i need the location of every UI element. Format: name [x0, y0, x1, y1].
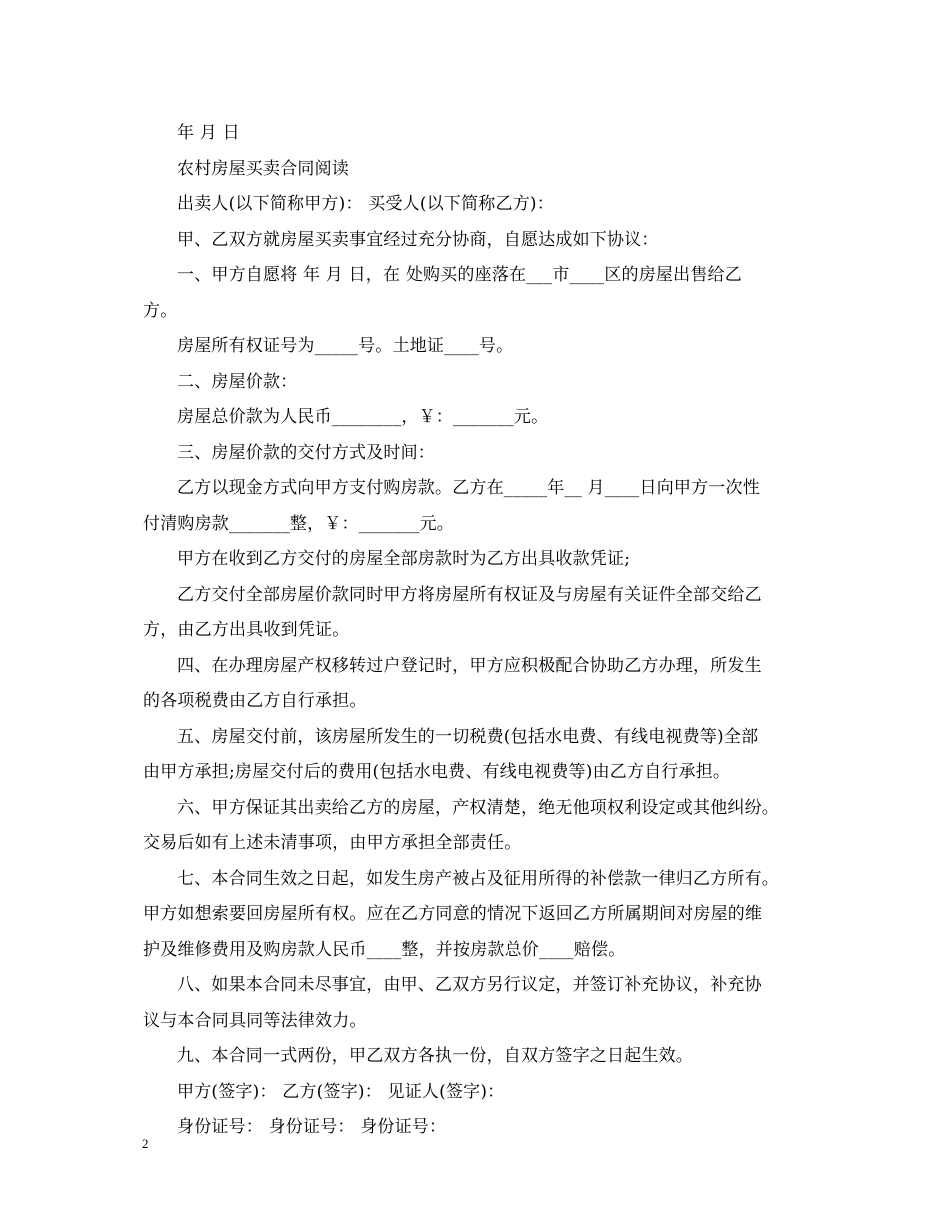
text-line: 甲方在收到乙方交付的房屋全部房款时为乙方出具收款凭证; — [177, 549, 631, 569]
text-line: 由甲方承担;房屋交付后的费用(包括水电费、有线电视费等)由乙方自行承担。 — [143, 762, 731, 782]
text-line: 二、房屋价款： — [177, 371, 298, 392]
text-line: 八、如果本合同未尽事宜，由甲、乙双方另行议定，并签订补充协议，补充协 — [177, 975, 762, 995]
contract-body — [143, 116, 823, 1146]
text-line: 交易后如有上述未清事项，由甲方承担全部责任。 — [143, 833, 522, 853]
text-line: 房屋总价款为人民币________，￥：_______元。 — [177, 407, 549, 427]
text-line: 护及维修费用及购房款人民币____整，并按房款总价____赔偿。 — [143, 939, 626, 960]
text-line: 年 月 日 — [177, 123, 240, 143]
text-line: 付清购房款_______整，￥：_______元。 — [143, 513, 454, 534]
text-line: 四、在办理房屋产权移转过户登记时，甲方应积极配合协助乙方办理，所发生 — [177, 655, 762, 676]
text-line: 房屋所有权证号为_____号。土地证____号。 — [177, 336, 514, 356]
text-line: 甲方(签字)： 乙方(签字)： 见证人(签字)： — [177, 1081, 505, 1102]
text-line: 七、本合同生效之日起，如发生房产被占及征用所得的补偿款一律归乙方所有。 — [177, 868, 779, 889]
text-line: 乙方以现金方式向甲方支付购房款。乙方在_____年__ 月____日向甲方一次性 — [177, 478, 760, 498]
text-line: 甲、乙双方就房屋买卖事宜经过充分协商，自愿达成如下协议： — [177, 229, 659, 250]
text-line: 九、本合同一式两份，甲乙双方各执一份，自双方签字之日起生效。 — [177, 1046, 693, 1066]
text-line: 出卖人(以下简称甲方)： 买受人(以下简称乙方)： — [177, 194, 554, 214]
text-line: 五、房屋交付前，该房屋所发生的一切税费(包括水电费、有线电视费等)全部 — [177, 726, 759, 747]
text-line: 六、甲方保证其出卖给乙方的房屋，产权清楚，绝无他项权利设定或其他纠纷。 — [177, 797, 779, 818]
text-line: 三、房屋价款的交付方式及时间： — [177, 442, 435, 463]
text-line: 的各项税费由乙方自行承担。 — [143, 691, 367, 711]
text-line: 一、甲方自愿将 年 月 日，在 处购买的座落在___市____区的房屋出售给乙 — [177, 265, 742, 285]
page-number: 2 — [142, 1136, 149, 1151]
text-line: 身份证号： 身份证号： 身份证号： — [177, 1117, 447, 1137]
text-line: 甲方如想索要回房屋所有权。应在乙方同意的情况下返回乙方所属期间对房屋的维 — [143, 904, 763, 924]
text-line: 方，由乙方出具收到凭证。 — [143, 620, 350, 640]
text-line: 乙方交付全部房屋价款同时甲方将房屋所有权证及与房屋有关证件全部交给乙 — [177, 584, 762, 605]
text-line: 农村房屋买卖合同阅读 — [177, 158, 349, 179]
text-line: 方。 — [143, 300, 178, 321]
text-line: 议与本合同具同等法律效力。 — [143, 1010, 367, 1031]
